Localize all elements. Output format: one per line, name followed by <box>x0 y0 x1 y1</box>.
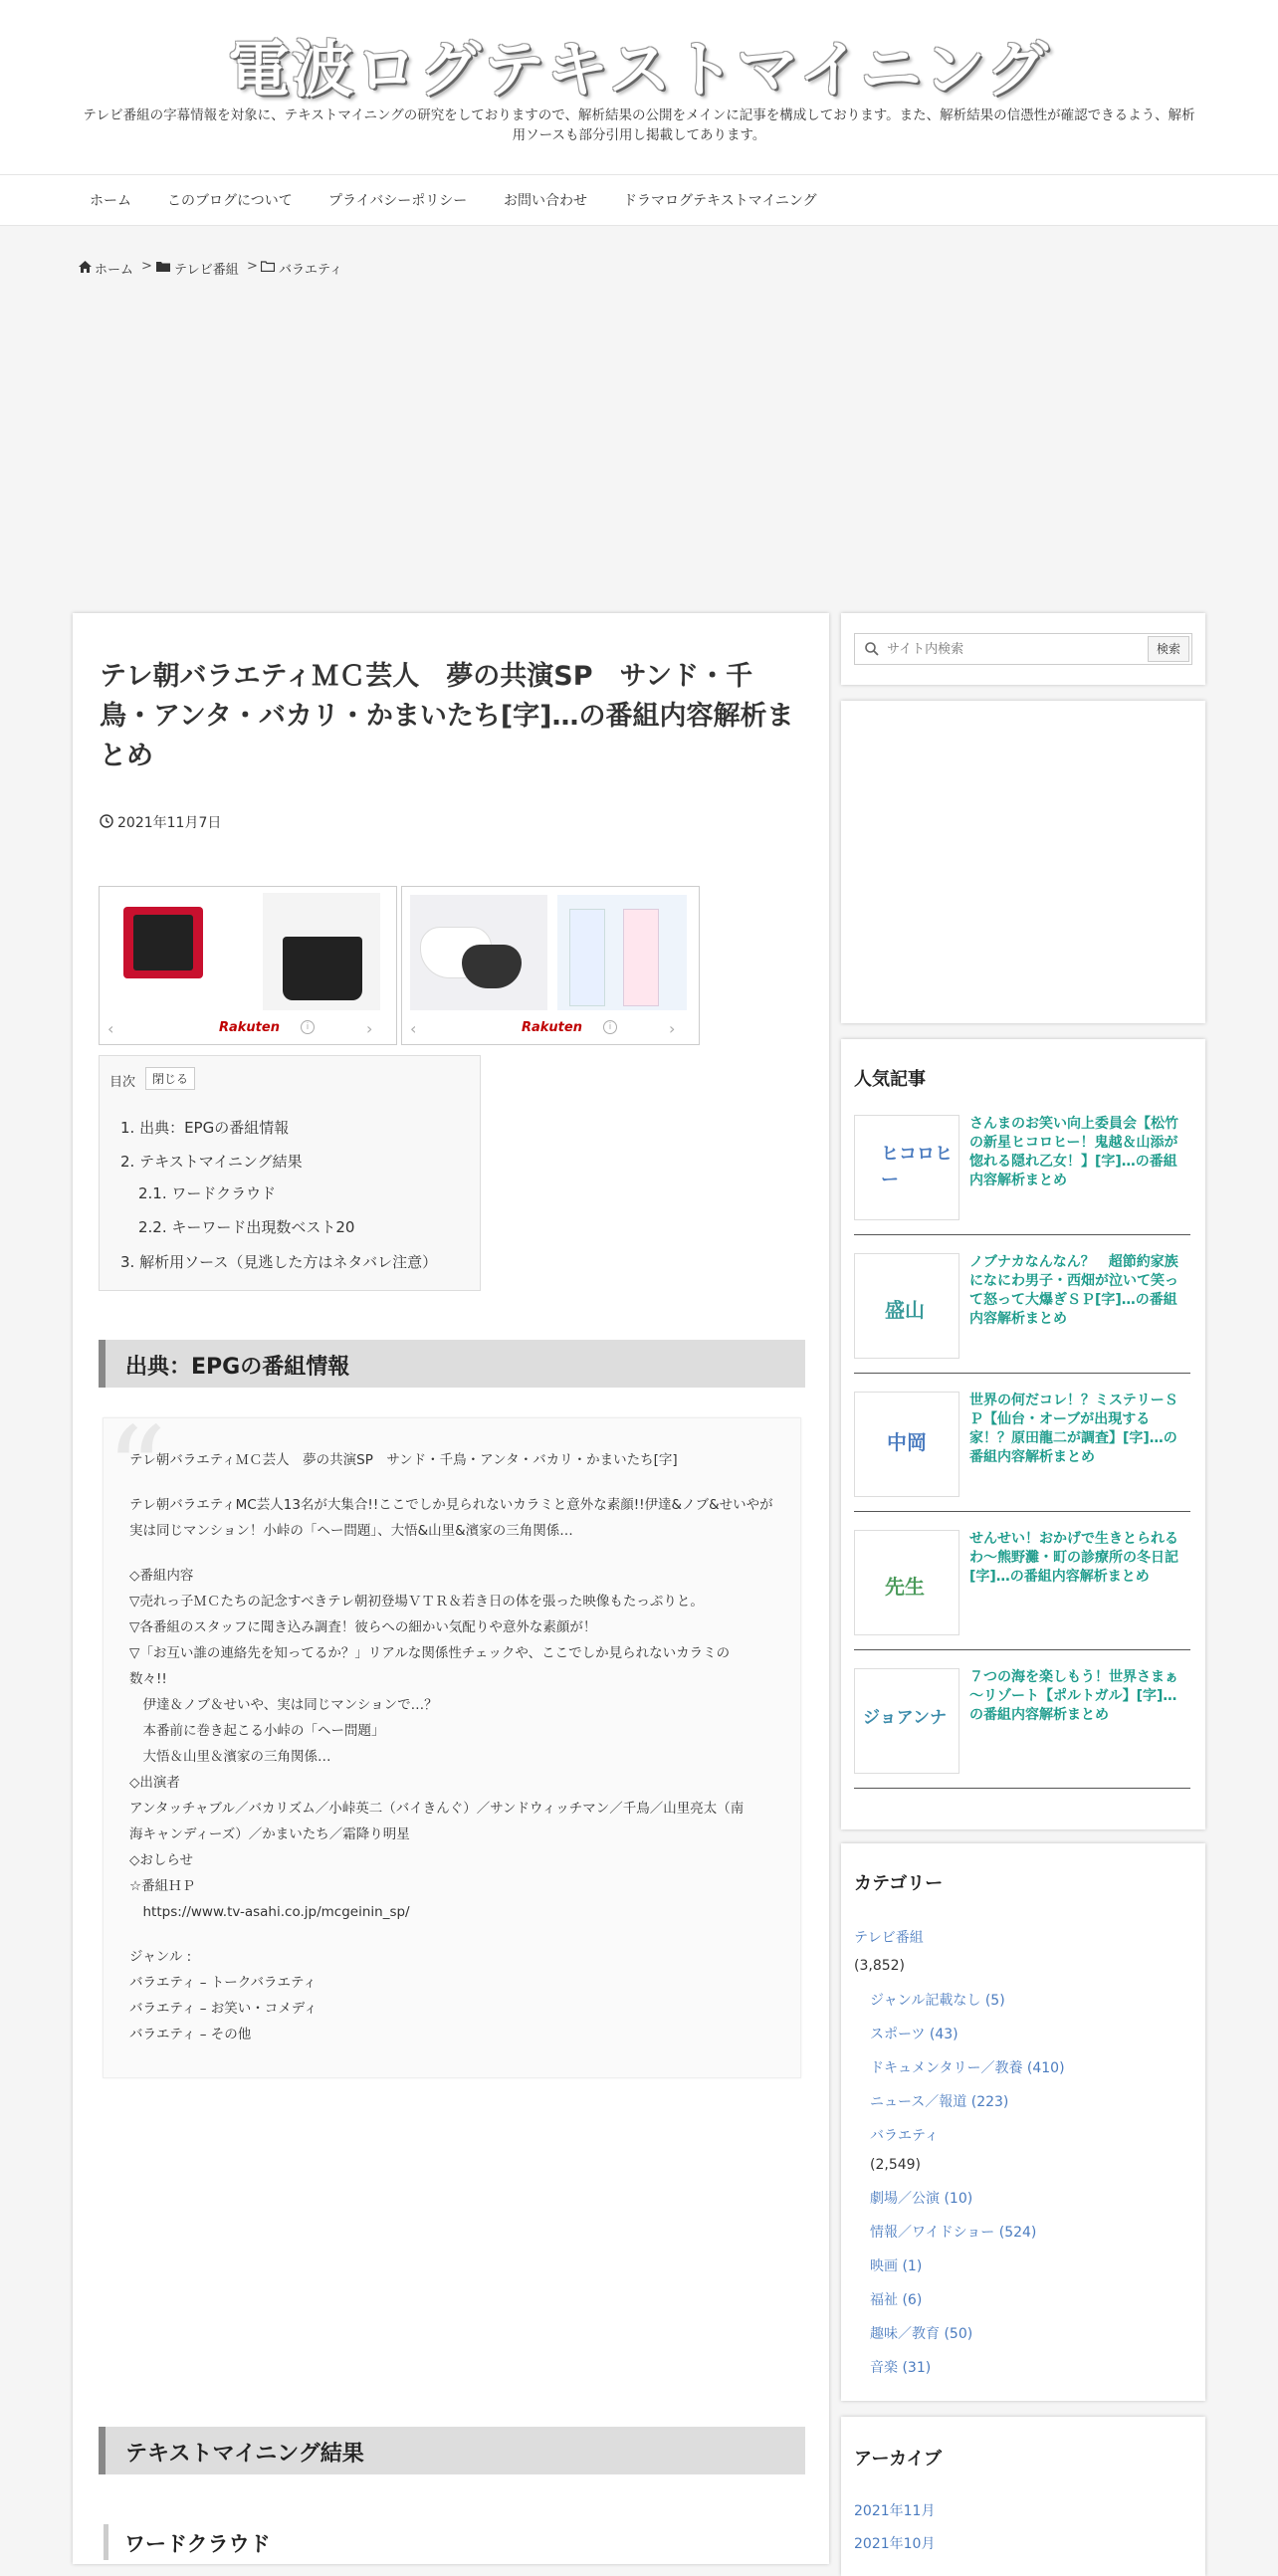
article-title: テレ朝バラエティＭＣ芸人 夢の共演SP サンド・千鳥・アンタ・バカリ・かまいたち[字]…の番組内容解析まとめ <box>100 661 794 771</box>
category-link[interactable]: 音楽 (31) <box>870 2360 932 2376</box>
epg-line: ▽売れっ子ＭＣたちの記念すべきテレ朝初登場ＶＴＲ＆若き日の体を張った映像もたっぷりと。 <box>129 1594 704 1610</box>
ad-widget <box>841 701 1205 1023</box>
popular-post-link[interactable]: せんせい！おかげで生きとられるわ～熊野灘・町の診療所の冬日記[字]…の番組内容解析まとめ <box>969 1531 1178 1585</box>
thumb-word: 中岡 <box>887 1430 927 1454</box>
category-link[interactable]: 映画 (1) <box>870 2258 923 2274</box>
info-icon[interactable]: i <box>603 1020 617 1034</box>
nav-drama-log[interactable]: ドラマログテキストマイニング <box>623 193 817 209</box>
popular-thumbnail[interactable] <box>854 1253 959 1359</box>
subsection-heading <box>104 2524 606 2560</box>
epg-line: ジャンル : <box>129 1949 192 1965</box>
epg-line: ◇番組内容 <box>129 1568 194 1584</box>
product-image <box>283 937 362 1000</box>
category-link[interactable]: バラエティ <box>870 2128 939 2144</box>
epg-line: バラエティ – トークバラエティ <box>129 1975 317 1991</box>
category-link[interactable]: 趣味／教育 (50) <box>870 2326 973 2342</box>
divider <box>854 1234 1190 1235</box>
divider <box>854 1649 1190 1650</box>
nav-about[interactable]: このブログについて <box>167 193 293 209</box>
thumb-word: ジョアンナ <box>863 1708 947 1728</box>
quote-icon: “ <box>106 1402 167 1541</box>
category-count: (3,852) <box>854 1958 906 1974</box>
thumb-word: 盛山 <box>885 1298 925 1322</box>
thumb-word: 先生 <box>885 1575 925 1599</box>
epg-line: バラエティ – お笑い・コメディ <box>129 2001 318 2017</box>
divider <box>854 1788 1190 1789</box>
chevron-right-icon[interactable]: › <box>366 1019 373 1038</box>
popular-post-link[interactable]: ７つの海を楽しもう！世界さまぁ～リゾート【ポルトガル】[字]…の番組内容解析まとめ <box>969 1669 1178 1723</box>
chevron-left-icon[interactable]: ‹ <box>107 1019 114 1038</box>
section-heading <box>99 2427 805 2474</box>
search-button[interactable]: 検索 <box>1148 636 1189 662</box>
epg-line: 海キャンディーズ）／かまいたち／霜降り明星 <box>129 1826 410 1842</box>
epg-line: テレ朝バラエティＭＣ芸人 夢の共演SP サンド・千鳥・アンタ・バカリ・かまいたち[字] <box>129 1452 678 1468</box>
toc-label: 目次 <box>109 1075 136 1090</box>
post-date: 2021年11月7日 <box>117 815 222 831</box>
category-link[interactable]: 劇場／公演 (10) <box>870 2191 973 2207</box>
category-link[interactable]: テレビ番組 <box>854 1930 924 1946</box>
section-heading-text: テキストマイニング結果 <box>125 2442 364 2467</box>
thumb-word: ヒコロヒー <box>881 1144 953 1190</box>
epg-link: https://www.tv-asahi.co.jp/mcgeinin_sp/ <box>129 1904 410 1920</box>
epg-line: ▽「お互い誰の連絡先を知ってるか？」リアルな関係性チェックや、ここでしか見られないカラミの <box>129 1645 731 1661</box>
popular-post-link[interactable]: さんまのお笑い向上委員会【松竹の新星ヒコロヒー！鬼越＆山添が惚れる隠れ乙女！】[字]…の番組内容解析まとめ <box>969 1116 1178 1188</box>
epg-line: ☆番組ＨＰ <box>129 1878 196 1894</box>
divider <box>854 1511 1190 1512</box>
popular-thumbnail[interactable] <box>854 1392 959 1497</box>
epg-line: アンタッチャブル／バカリズム／小峠英二（バイきんぐ）／サンドウィッチマン／千鳥／山里亮太（南 <box>129 1801 745 1817</box>
breadcrumb-tv[interactable]: テレビ番組 <box>174 263 239 278</box>
search-icon <box>865 642 879 656</box>
epg-line: テレ朝バラエティMC芸人13名が大集合!!ここでしか見られないカラミと意外な素顔!!伊達&ノブ&せいやが <box>129 1497 773 1513</box>
category-link[interactable]: 情報／ワイドショー (524) <box>870 2225 1037 2241</box>
product-image <box>462 945 522 988</box>
epg-line: 大悟＆山里＆濱家の三角関係… <box>129 1749 331 1765</box>
category-link[interactable]: スポーツ (43) <box>870 2027 958 2042</box>
category-link[interactable]: ドキュメンタリー／教養 (410) <box>870 2060 1065 2076</box>
folder-open-icon <box>261 261 275 272</box>
epg-line: 実は同じマンション！小峠の「ヘー問題」、大悟&山里&濱家の三角関係… <box>129 1523 573 1539</box>
folder-icon <box>156 261 170 272</box>
archive-link[interactable]: 2021年11月 <box>854 2503 936 2519</box>
toc-toggle-button[interactable]: 閉じる <box>145 1067 195 1090</box>
breadcrumb-variety[interactable]: バラエティ <box>279 263 342 278</box>
rakuten-logo: Rakuten <box>219 1020 280 1035</box>
clock-icon <box>100 814 113 828</box>
toc-item[interactable]: 2.2. キーワード出現数ベスト20 <box>138 1218 355 1236</box>
section-heading-text: 出典：EPGの番組情報 <box>125 1355 350 1380</box>
popular-thumbnail[interactable] <box>854 1668 959 1774</box>
category-link[interactable]: ニュース／報道 (223) <box>870 2094 1009 2110</box>
toc-item[interactable]: 3. 解析用ソース（見逃した方はネタバレ注意） <box>120 1253 438 1271</box>
epg-line: ◇おしらせ <box>129 1852 193 1868</box>
nav-home[interactable]: ホーム <box>90 193 131 209</box>
rakuten-logo: Rakuten <box>522 1020 582 1035</box>
popular-post-link[interactable]: 世界の何だコレ！？ミステリーＳＰ【仙台・オーブが出現する家！？原田龍二が調査】[字]…の番組内容解析まとめ <box>969 1393 1178 1465</box>
search-input-wrapper <box>854 633 1192 665</box>
category-title: カテゴリー <box>854 1873 944 1894</box>
product-image <box>623 909 659 1006</box>
epg-line: バラエティ – その他 <box>129 2027 252 2042</box>
info-icon[interactable]: i <box>301 1020 315 1034</box>
nav-privacy[interactable]: プライバシーポリシー <box>328 193 468 209</box>
popular-thumbnail[interactable] <box>854 1530 959 1635</box>
toc-item[interactable]: 1. 出典：EPGの番組情報 <box>120 1119 290 1137</box>
home-icon <box>79 261 92 273</box>
archive-link[interactable]: 2021年10月 <box>854 2536 936 2552</box>
epg-line: 数々!! <box>129 1671 167 1687</box>
toc-item[interactable]: 2. テキストマイニング結果 <box>120 1153 303 1171</box>
epg-line: ◇出演者 <box>129 1775 180 1791</box>
popular-thumbnail[interactable] <box>854 1115 959 1220</box>
chevron-left-icon[interactable]: ‹ <box>410 1019 417 1038</box>
ad-banner[interactable] <box>401 886 700 1045</box>
breadcrumb-separator: > <box>247 259 258 274</box>
product-image <box>133 915 193 970</box>
chevron-right-icon[interactable]: › <box>669 1019 676 1038</box>
site-logo[interactable]: 電波ログテキストマイニング <box>228 33 1050 106</box>
site-tagline: テレビ番組の字幕情報を対象に、テキストマイニングの研究をしておりますので、解析結果の公開をメインに記事を構成しております。また、解析結果の信憑性が確認できるよう、解析用ソースも部分引用し掲載してあります。 <box>83 107 1195 143</box>
category-count: (2,549) <box>870 2157 922 2173</box>
site-header <box>0 0 1278 174</box>
divider <box>854 1373 1190 1374</box>
main-nav <box>0 174 1278 226</box>
epg-line: 伊達＆ノブ＆せいや、実は同じマンションで…？ <box>129 1697 438 1713</box>
subsection-heading-text: ワードクラウド <box>124 2532 271 2556</box>
archive-title: アーカイブ <box>854 2449 943 2469</box>
epg-line: ▽各番組のスタッフに聞き込み調査！彼らへの細かい気配りや意外な素顔が！ <box>129 1619 597 1635</box>
breadcrumb-home[interactable]: ホーム <box>95 263 134 278</box>
section-heading <box>99 1340 805 1388</box>
nav-contact[interactable]: お問い合わせ <box>504 193 587 209</box>
search-input[interactable] <box>885 638 1138 660</box>
popular-post-link[interactable]: ノブナカなんなん？ 超節約家族になにわ男子・西畑が泣いて笑って怒って大爆ぎＳＰ[字]…の番組内容解析まとめ <box>969 1254 1178 1327</box>
epg-line: 本番前に巻き起こる小峠の「ヘー問題」 <box>129 1723 385 1739</box>
popular-posts-title: 人気記事 <box>854 1069 926 1090</box>
category-link[interactable]: ジャンル記載なし (5) <box>870 1993 1005 2009</box>
category-link[interactable]: 福祉 (6) <box>870 2292 923 2308</box>
toc-item[interactable]: 2.1. ワードクラウド <box>138 1184 277 1202</box>
product-image <box>569 909 605 1006</box>
ad-banner[interactable] <box>99 886 397 1045</box>
breadcrumb-separator: > <box>141 259 152 274</box>
